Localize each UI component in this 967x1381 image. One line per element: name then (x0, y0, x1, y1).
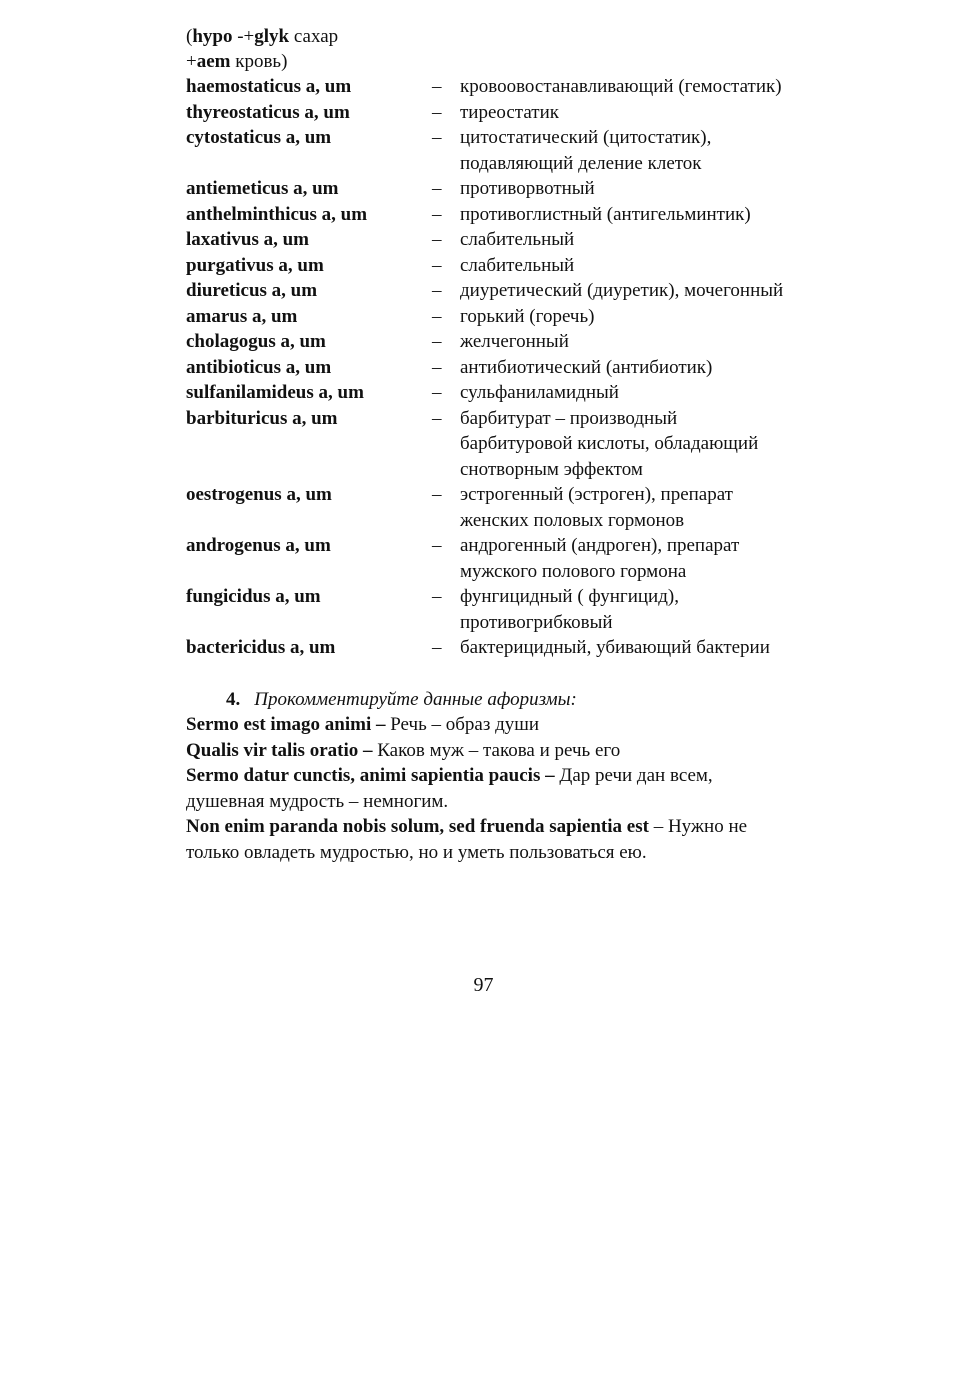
vocab-entry (186, 355, 786, 381)
etymology-line-1 (186, 24, 786, 49)
etymology-text: -+ (232, 26, 255, 47)
vocab-entry (186, 329, 786, 355)
vocab-entry (186, 533, 786, 584)
russian-definition: фунгицидный ( фунгицид), противогрибковый (460, 586, 679, 633)
etymology-root: aem (196, 51, 231, 72)
latin-term: amarus a, um (186, 305, 298, 327)
latin-term: cytostaticus a, um (186, 127, 332, 148)
latin-term: androgenus a, um (186, 535, 331, 556)
entry-dash: – (432, 101, 442, 123)
russian-definition: цитостатический (цитостатик), подавляющий деление клеток (460, 127, 712, 174)
aphorism-latin: Sermo datur cunctis, animi sapientia paucis – (186, 765, 555, 786)
entry-dash: – (432, 586, 442, 607)
vocab-entry (186, 253, 786, 279)
russian-definition: эстрогенный (эстроген), препарат женских половых гормонов (460, 484, 733, 531)
russian-definition: сульфаниламидный (460, 382, 619, 403)
aphorism-latin: Qualis vir talis oratio – (186, 739, 373, 761)
latin-term: anthelminthicus a, um (186, 203, 368, 225)
exercise-section (186, 687, 786, 866)
aphorism-latin: Sermo est imago animi – (186, 714, 386, 735)
russian-definition: кровоовостанавливающий (гемостатик) (460, 76, 782, 97)
russian-definition: антибиотический (антибиотик) (460, 356, 713, 378)
russian-definition: противорвотный (460, 178, 595, 199)
vocab-entry (186, 278, 786, 304)
etymology-text: кровь) (230, 51, 288, 72)
page-number: 97 (473, 974, 494, 996)
entry-dash: – (432, 637, 442, 658)
entry-dash: – (432, 535, 442, 556)
etymology-root: glyk (254, 26, 290, 47)
entry-dash: – (432, 356, 442, 378)
russian-definition: слабительный (460, 254, 575, 276)
exercise-title: Прокомментируйте данные афоризмы: (254, 688, 577, 710)
latin-term: purgativus a, um (186, 254, 324, 276)
exercise-heading (186, 687, 786, 713)
russian-definition: барбитурат – производный барбитуровой кислоты, обладающий снотворным эффектом (460, 407, 759, 480)
latin-term: bactericidus a, um (186, 637, 336, 658)
entry-dash: – (432, 331, 442, 352)
vocab-entry (186, 380, 786, 406)
latin-term: barbituricus a, um (186, 407, 338, 429)
aphorism-translation: Речь – образ души (385, 714, 540, 735)
etymology-root: hypo (192, 26, 233, 47)
vocab-entry (186, 227, 786, 253)
russian-definition: горький (горечь) (460, 305, 595, 327)
latin-term: antiemeticus a, um (186, 178, 339, 199)
latin-term: sulfanilamideus a, um (186, 382, 364, 403)
latin-term: diureticus a, um (186, 280, 318, 301)
vocab-entry (186, 635, 786, 661)
aphorism-list (186, 712, 786, 865)
latin-term: thyreostaticus a, um (186, 101, 350, 123)
vocab-entry (186, 304, 786, 330)
page-content (186, 24, 786, 865)
russian-definition: слабительный (460, 229, 575, 250)
vocab-entry (186, 584, 786, 635)
latin-term: oestrogenus a, um (186, 484, 332, 505)
russian-definition: противоглистный (антигельминтик) (460, 203, 751, 225)
russian-definition: желчегонный (460, 331, 569, 352)
exercise-number: 4. (226, 688, 241, 710)
entry-dash: – (432, 178, 442, 199)
entry-dash: – (432, 305, 442, 327)
aphorism (186, 763, 786, 814)
aphorism (186, 814, 786, 865)
russian-definition: бактерицидный, убивающий бактерии (460, 637, 770, 658)
russian-definition: диуретический (диуретик), мочегонный (460, 280, 784, 301)
entry-dash: – (432, 229, 442, 250)
etymology-line-2 (186, 49, 786, 74)
entry-dash: – (432, 254, 442, 276)
entry-dash: – (432, 484, 442, 505)
vocabulary-list (186, 74, 786, 661)
vocab-entry (186, 202, 786, 228)
entry-dash: – (432, 203, 442, 225)
entry-dash: – (432, 76, 442, 97)
aphorism (186, 738, 786, 764)
vocab-entry (186, 125, 786, 176)
entry-dash: – (432, 127, 442, 148)
aphorism-latin: Non enim paranda nobis solum, sed fruenda sapientia est (186, 816, 649, 837)
latin-term: antibioticus a, um (186, 356, 332, 378)
latin-term: haemostaticus a, um (186, 76, 352, 97)
etymology-text: ( (186, 26, 193, 47)
etymology-text: сахар (289, 26, 339, 47)
vocab-entry (186, 100, 786, 126)
aphorism (186, 712, 786, 738)
latin-term: laxativus a, um (186, 229, 309, 250)
latin-term: fungicidus a, um (186, 586, 321, 607)
vocab-entry (186, 482, 786, 533)
vocab-entry (186, 176, 786, 202)
latin-term: cholagogus a, um (186, 331, 326, 352)
aphorism-translation: Дар речи дан всем, душевная мудрость – немногим. (186, 765, 713, 812)
russian-definition: андрогенный (андроген), препарат мужского полового гормона (460, 535, 740, 582)
vocab-entry (186, 406, 786, 483)
entry-dash: – (432, 280, 442, 301)
aphorism-translation: Каков муж – такова и речь его (372, 739, 621, 761)
entry-dash: – (432, 407, 442, 429)
etymology-note (186, 24, 786, 74)
vocab-entry (186, 74, 786, 100)
aphorism-translation: – Нужно не только овладеть мудростью, но и уметь пользоваться ею. (186, 816, 748, 863)
etymology-text: + (186, 51, 197, 72)
russian-definition: тиреостатик (460, 101, 559, 123)
entry-dash: – (432, 382, 442, 403)
